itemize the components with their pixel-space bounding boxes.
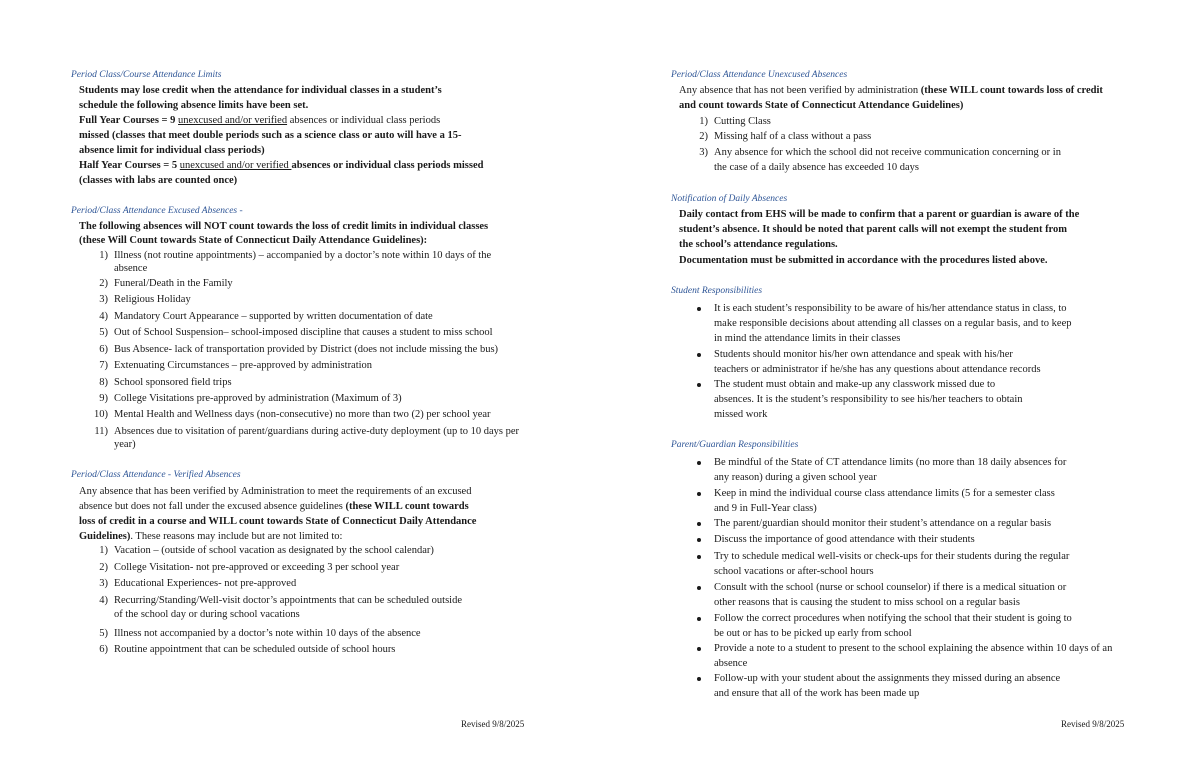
list-item: Extenuating Circumstances – pre-approved by administration — [114, 360, 373, 371]
unexcused-intro-1b: (these WILL count towards loss of credit — [920, 85, 1103, 96]
verified-intro-4b: . These reasons may include but are not limited to: — [130, 531, 343, 542]
half-year-rest: absences or individual class periods missed — [291, 160, 484, 171]
bullet-item-line: other reasons that is causing the student to miss school on a regular basis — [714, 597, 1020, 608]
list-number: 2) — [699, 131, 708, 142]
bullet-icon — [697, 461, 701, 465]
list-number: 4) — [99, 311, 108, 322]
verified-heading: Period/Class Attendance - Verified Absences — [71, 470, 241, 480]
list-item: Mental Health and Wellness days (non-consecutive) no more than two (2) per school year — [114, 409, 491, 420]
list-item: Absences due to visitation of parent/guardians during active-duty deployment (up to 10 days per — [114, 426, 520, 437]
list-item-continued: of the school day or during school vacations — [114, 609, 300, 620]
full-year-label: Full Year Courses = 9 — [79, 115, 179, 126]
list-item: Bus Absence- lack of transportation provided by District (does not include missing the bus) — [114, 344, 499, 355]
list-number: 2) — [99, 562, 108, 573]
unexcused-intro-1 — [679, 84, 1103, 98]
list-number: 2) — [99, 278, 108, 289]
bullet-item-line: absence — [714, 658, 748, 669]
list-item: Cutting Class — [714, 116, 771, 127]
list-number: 11) — [94, 426, 108, 437]
bullet-icon — [697, 383, 701, 387]
list-item: Recurring/Standing/Well-visit doctor’s appointments that can be scheduled outside — [114, 595, 463, 606]
verified-intro-2 — [79, 500, 469, 514]
list-number: 5) — [99, 628, 108, 639]
bullet-item-line: make responsible decisions about attending all classes on a regular basis, and to keep — [714, 318, 1072, 329]
half-year-line-1 — [79, 159, 483, 173]
verified-intro-4a: Guidelines) — [79, 531, 131, 542]
list-number: 9) — [99, 393, 108, 404]
bullet-icon — [697, 586, 701, 590]
bullet-item-line: be out or has to be picked up early from school — [714, 628, 912, 639]
bullet-item-line: school vacations or after-school hours — [714, 566, 874, 577]
list-number: 1) — [99, 250, 108, 261]
list-item: Funeral/Death in the Family — [114, 278, 233, 289]
bullet-item-line: Follow-up with your student about the assignments they missed during an absence — [714, 673, 1061, 684]
bullet-item-line: Consult with the school (nurse or school counselor) if there is a medical situation or — [714, 582, 1067, 593]
half-year-underlined: unexcused and/or verified — [179, 160, 292, 171]
bullet-item-line: absences. It is the student’s responsibility to see his/her teachers to obtain — [714, 394, 1023, 405]
bullet-item-line: teachers or administrator if he/she has any questions about attendance records — [714, 364, 1041, 375]
bullet-item-line: Keep in mind the individual course class attendance limits (5 for a semester class — [714, 488, 1055, 499]
list-item: Mandatory Court Appearance – supported by written documentation of date — [114, 311, 433, 322]
list-number: 8) — [99, 377, 108, 388]
list-item: Any absence for which the school did not receive communication concerning or in — [714, 147, 1061, 158]
list-number: 5) — [99, 327, 108, 338]
half-year-line-2: (classes with labs are counted once) — [79, 175, 238, 186]
list-number: 1) — [99, 545, 108, 556]
notification-line: Documentation must be submitted in accordance with the procedures listed above. — [679, 255, 1048, 266]
bullet-icon — [697, 647, 701, 651]
bullet-item-line: The student must obtain and make-up any classwork missed due to — [714, 379, 996, 390]
bullet-item-line: and 9 in Full-Year class) — [714, 503, 817, 514]
bullet-item-line: and ensure that all of the work has been made up — [714, 688, 920, 699]
right-footer: Revised 9/8/2025 — [1061, 719, 1125, 729]
full-year-line-3: absence limit for individual class periods) — [79, 145, 265, 156]
bullet-icon — [697, 522, 701, 526]
bullet-item-line: Discuss the importance of good attendance with their students — [714, 534, 975, 545]
list-item-continued: year) — [114, 439, 136, 450]
bullet-item-line: Try to schedule medical well-visits or check-ups for their students during the regular — [714, 551, 1070, 562]
unexcused-heading: Period/Class Attendance Unexcused Absences — [671, 70, 848, 80]
list-number: 6) — [99, 644, 108, 655]
left-footer: Revised 9/8/2025 — [461, 719, 525, 729]
bullet-item-line: Students should monitor his/her own attendance and speak with his/her — [714, 349, 1013, 360]
list-item: College Visitation- not pre-approved or exceeding 3 per school year — [114, 562, 400, 573]
list-item-continued: the case of a daily absence has exceeded 10 days — [714, 162, 919, 173]
notification-line: Daily contact from EHS will be made to confirm that a parent or guardian is aware of the — [679, 209, 1080, 220]
list-item: Vacation – (outside of school vacation as designated by the school calendar) — [114, 545, 434, 556]
list-item: Missing half of a class without a pass — [714, 131, 872, 142]
bullet-item-line: Provide a note to a student to present to the school explaining the absence within 10 days of an — [714, 643, 1113, 654]
verified-intro-2a: absence but does not fall under the excused absence guidelines — [79, 501, 346, 512]
bullet-icon — [697, 555, 701, 559]
list-number: 6) — [99, 344, 108, 355]
bullet-item-line: The parent/guardian should monitor their student’s attendance on a regular basis — [714, 518, 1052, 529]
full-year-line-1 — [79, 114, 440, 128]
excused-heading: Period/Class Attendance Excused Absences - — [71, 206, 243, 216]
bullet-icon — [697, 538, 701, 542]
list-item-continued: absence — [114, 263, 148, 274]
bullet-item-line: It is each student’s responsibility to be aware of his/her attendance status in class, to — [714, 303, 1067, 314]
list-item: Out of School Suspension– school-imposed discipline that causes a student to miss school — [114, 327, 493, 338]
full-year-rest: absences or individual class periods — [287, 115, 441, 126]
limits-heading: Period Class/Course Attendance Limits — [71, 70, 222, 80]
bullet-item-line: in mind the attendance limits in their classes — [714, 333, 901, 344]
bullet-icon — [697, 307, 701, 311]
notification-line: the school’s attendance regulations. — [679, 239, 838, 250]
bullet-item-line: Be mindful of the State of CT attendance limits (no more than 18 daily absences for — [714, 457, 1067, 468]
unexcused-intro-1a: Any absence that has not been verified by administration — [679, 85, 921, 96]
verified-intro-2b: (these WILL count towards — [345, 501, 469, 512]
list-item: Routine appointment that can be scheduled outside of school hours — [114, 644, 396, 655]
parent-heading: Parent/Guardian Responsibilities — [671, 440, 799, 450]
list-number: 3) — [699, 147, 708, 158]
verified-intro-4 — [79, 530, 342, 544]
bullet-icon — [697, 677, 701, 681]
list-item: Illness not accompanied by a doctor’s note within 10 days of the absence — [114, 628, 421, 639]
full-year-underlined: unexcused and/or verified — [178, 115, 288, 126]
limits-intro-1: Students may lose credit when the attendance for individual classes in a student’s — [79, 85, 442, 96]
bullet-item-line: any reason) during a given school year — [714, 472, 877, 483]
student-heading: Student Responsibilities — [671, 286, 763, 296]
half-year-label: Half Year Courses = 5 — [79, 160, 180, 171]
unexcused-intro-2: and count towards State of Connecticut Attendance Guidelines) — [679, 100, 964, 111]
bullet-item-line: missed work — [714, 409, 768, 420]
bullet-icon — [697, 492, 701, 496]
excused-intro-1: The following absences will NOT count towards the loss of credit limits in individual classes — [79, 221, 489, 232]
limits-intro-2: schedule the following absence limits have been set. — [79, 100, 309, 111]
verified-intro-3: loss of credit in a course and WILL count towards State of Connecticut Daily Attendance — [79, 516, 477, 527]
list-number: 3) — [99, 294, 108, 305]
list-item: College Visitations pre-approved by administration (Maximum of 3) — [114, 393, 402, 404]
verified-intro-1: Any absence that has been verified by Administration to meet the requirements of an excused — [79, 486, 472, 497]
list-item: School sponsored field trips — [114, 377, 232, 388]
notification-line: student’s absence. It should be noted that parent calls will not exempt the student from — [679, 224, 1068, 235]
list-number: 1) — [699, 116, 708, 127]
notification-heading: Notification of Daily Absences — [671, 194, 788, 204]
bullet-icon — [697, 353, 701, 357]
list-item: Religious Holiday — [114, 294, 191, 305]
full-year-line-2: missed (classes that meet double periods such as a science class or auto will have a 15- — [79, 130, 462, 141]
bullet-icon — [697, 617, 701, 621]
right-page — [600, 0, 1200, 776]
list-item: Educational Experiences- not pre-approved — [114, 578, 297, 589]
bullet-item-line: Follow the correct procedures when notifying the school that their student is going to — [714, 613, 1072, 624]
list-number: 4) — [99, 595, 108, 606]
list-item: Illness (not routine appointments) – accompanied by a doctor’s note within 10 days of the — [114, 250, 492, 261]
list-number: 10) — [94, 409, 108, 420]
list-number: 3) — [99, 578, 108, 589]
list-number: 7) — [99, 360, 108, 371]
excused-intro-2: (these Will Count towards State of Connecticut Daily Attendance Guidelines): — [79, 235, 428, 246]
